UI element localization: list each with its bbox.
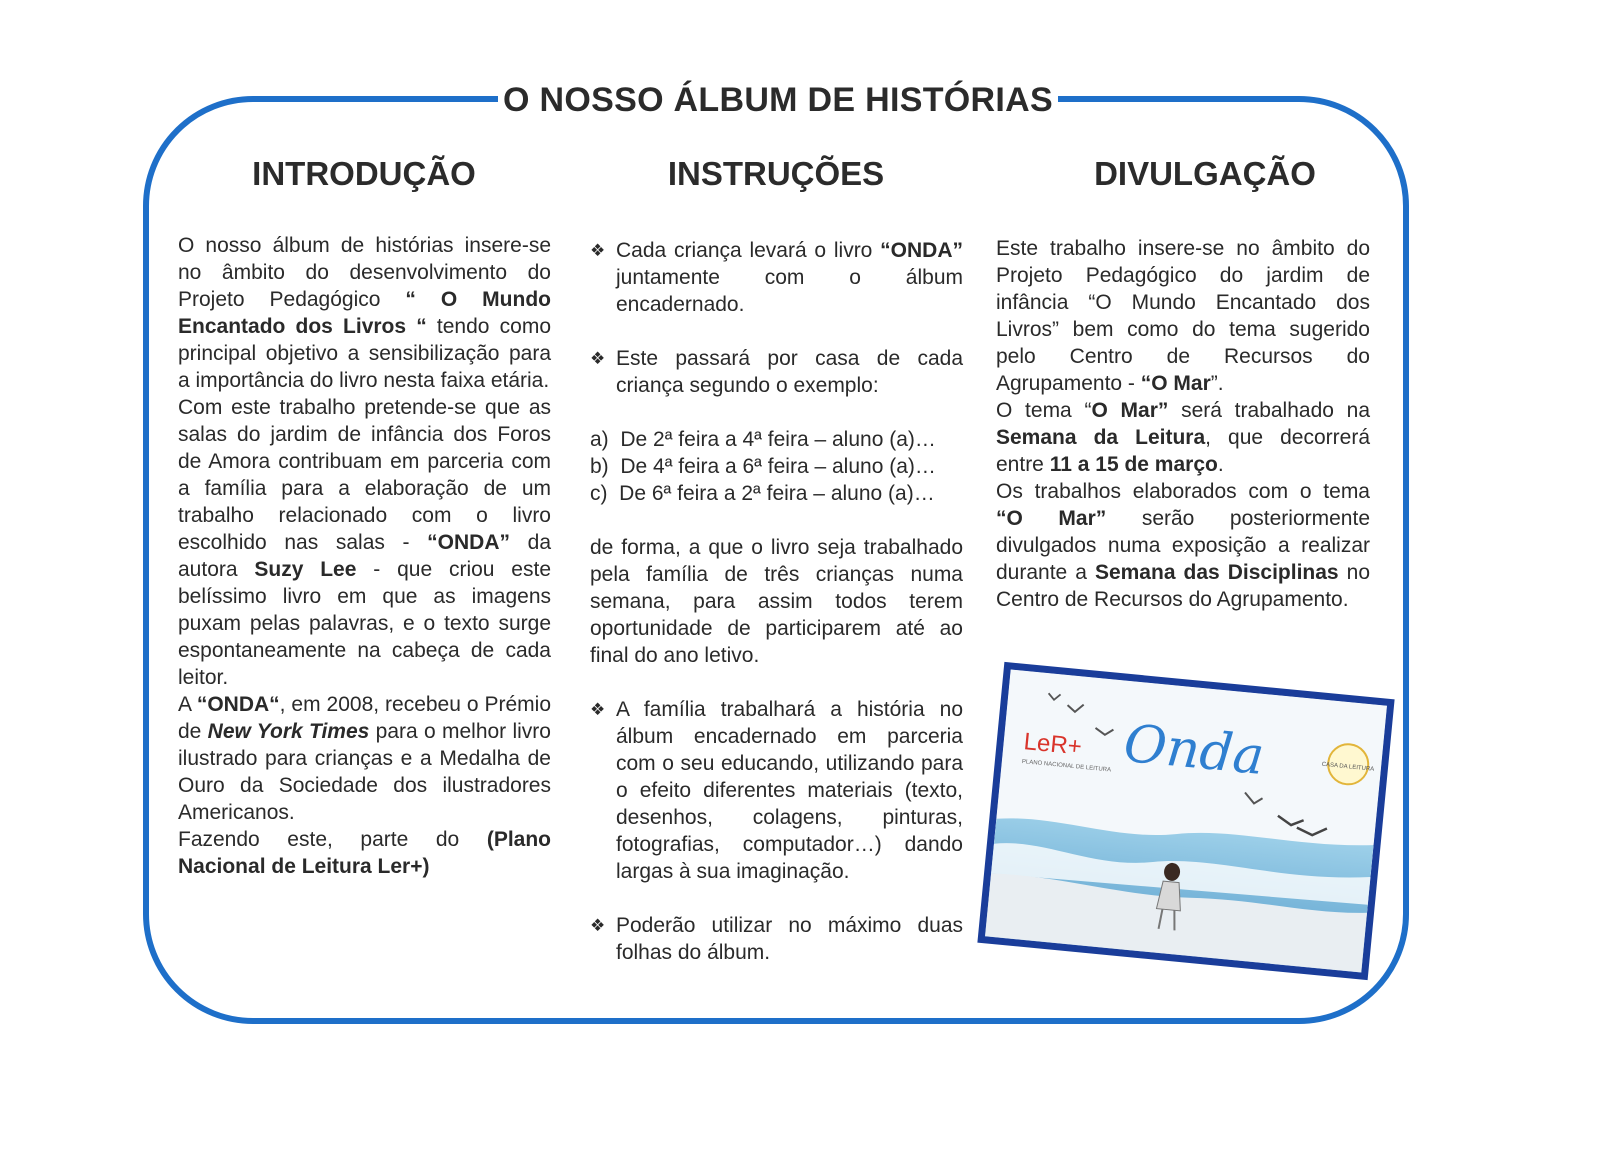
ler-logo: LeR+ xyxy=(1022,728,1083,761)
instruction-item-1: ❖ Cada criança levará o livro “ONDA” juntamente com o álbum encadernado. xyxy=(590,239,963,316)
instruction-item-2: ❖ Este passará por casa de cada criança segundo o exemplo: xyxy=(590,347,963,397)
intro-paragraph-1: O nosso álbum de histórias insere-se no âmbito do desenvolvimento do Projeto Pedagógico “ O Mundo Encantado dos Livros “ tendo como principal objetivo a sensibilização para a importância do livro nesta faixa etária. xyxy=(178,234,551,392)
diamond-bullet-icon: ❖ xyxy=(590,916,606,935)
list-item: a) De 2ª feira a 4ª feira – aluno (a)… xyxy=(590,428,936,451)
diamond-bullet-icon: ❖ xyxy=(590,700,606,719)
list-item: c) De 6ª feira a 2ª feira – aluno (a)… xyxy=(590,482,935,505)
cover-title: Onda xyxy=(1121,713,1267,788)
instructions-column xyxy=(590,237,963,966)
heading-divulgacao: DIVULGAÇÃO xyxy=(1094,155,1316,192)
list-item: b) De 4ª feira a 6ª feira – aluno (a)… xyxy=(590,455,936,478)
intro-paragraph-2: Com este trabalho pretende-se que as salas do jardim de infância dos Foros de Amora contribuam em parceria com a família para a elaboração de um trabalho relacionado com o livro escolhido nas salas - “ONDA” da autora Suzy Lee - que criou este belíssimo livro em que as imagens puxam pelas palavras, e o texto surge espontaneamente na cabeça de cada leitor. xyxy=(178,396,551,689)
intro-paragraph-4: Fazendo este, parte do (Plano Nacional de Leitura Ler+) xyxy=(178,828,551,878)
book-cover-illustration xyxy=(985,670,1387,973)
heading-instrucoes: INSTRUÇÕES xyxy=(667,155,885,192)
diamond-bullet-icon: ❖ xyxy=(590,241,606,260)
heading-introducao: INTRODUÇÃO xyxy=(252,155,476,192)
intro-paragraph-3: A “ONDA“, em 2008, recebeu o Prémio de New York Times para o melhor livro ilustrado para crianças e a Medalha de Ouro da Sociedade dos ilustradores Americanos. xyxy=(178,693,551,824)
instruction-paragraph: de forma, a que o livro seja trabalhado pela família de três crianças numa semana, para assim todos terem oportunidade de participarem até ao final do ano letivo. xyxy=(590,536,963,667)
diamond-bullet-icon: ❖ xyxy=(590,349,606,368)
intro-column xyxy=(178,232,551,880)
div-paragraph-1: Este trabalho insere-se no âmbito do Projeto Pedagógico do jardim de infância “O Mundo Encantado dos Livros” bem como do tema sugerido pelo Centro de Recursos do Agrupamento - “O Mar”. xyxy=(996,237,1370,395)
instruction-item-3: ❖ A família trabalhará a história no álbum encadernado em parceria com o seu educando, utilizando para o efeito diferentes materiais (texto, desenhos, colagens, pinturas, fotografias, computador…) dando largas à sua imaginação. xyxy=(590,698,963,883)
divulgation-column xyxy=(996,235,1370,613)
page-title: O NOSSO ÁLBUM DE HISTÓRIAS xyxy=(498,74,1058,126)
schedule-list xyxy=(590,426,963,507)
div-paragraph-2: O tema “O Mar” será trabalhado na Semana da Leitura, que decorrerá entre 11 a 15 de março. xyxy=(996,399,1371,476)
badge-text: CASA DA LEITURA xyxy=(1321,761,1375,773)
book-cover-image xyxy=(977,662,1394,980)
ler-logo-subtitle: PLANO NACIONAL DE LEITURA xyxy=(1021,759,1112,774)
instruction-item-4: ❖ Poderão utilizar no máximo duas folhas do álbum. xyxy=(590,914,963,964)
div-paragraph-3: Os trabalhos elaborados com o tema “O Mar” serão posteriormente divulgados numa exposição a realizar durante a Semana das Disciplinas no Centro de Recursos do Agrupamento. xyxy=(996,480,1370,611)
